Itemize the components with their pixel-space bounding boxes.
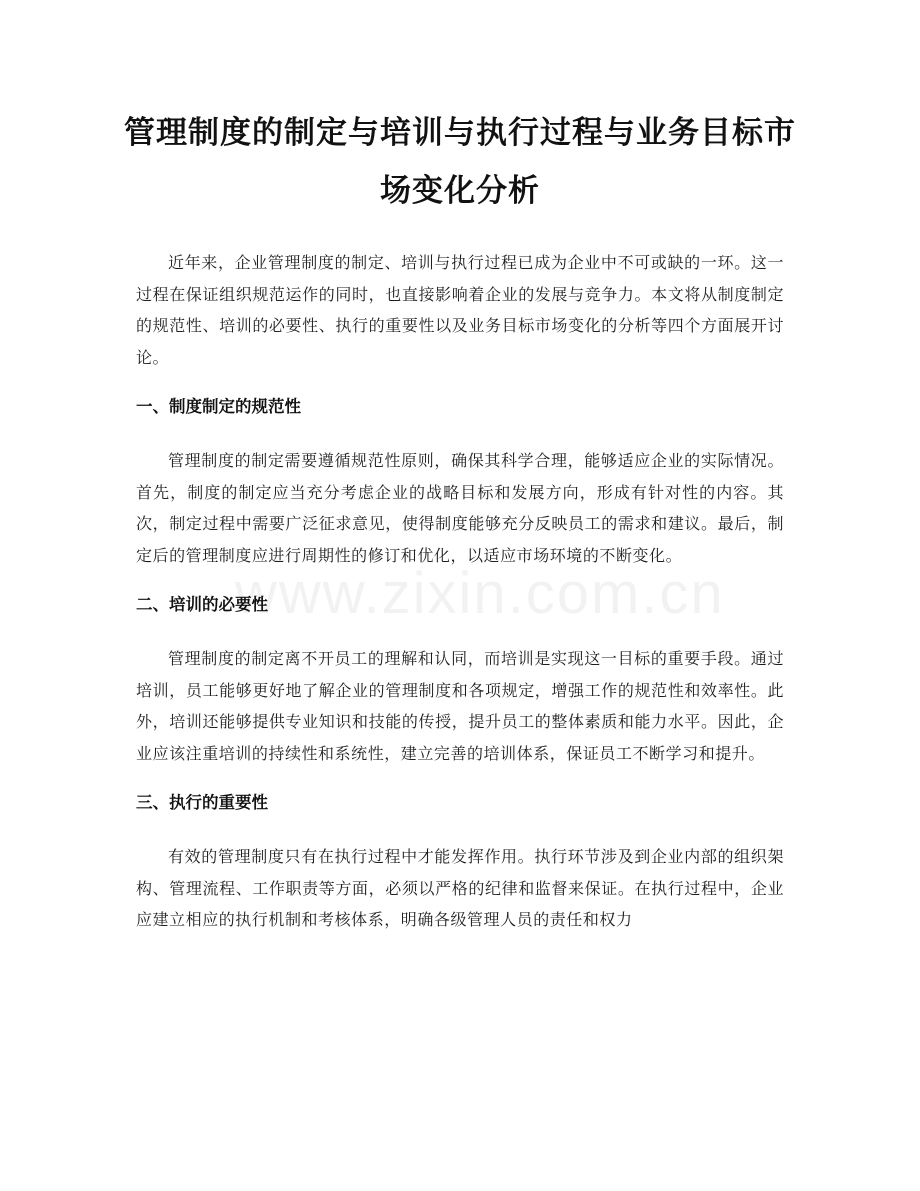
section-paragraph-3: 有效的管理制度只有在执行过程中才能发挥作用。执行环节涉及到企业内部的组织架构、管理流程、工作职责等方面，必须以严格的纪律和监督来保证。在执行过程中，企业应建立相应的执行机制和考核体系，明确各级管理人员的责任和权力	[136, 847, 784, 929]
section-heading-1: 一、制度制定的规范性	[136, 397, 301, 416]
document-title: 管理制度的制定与培训与执行过程与业务目标市场变化分析	[124, 115, 796, 209]
document-body	[136, 247, 784, 956]
intro-paragraph: 近年来，企业管理制度的制定、培训与执行过程已成为企业中不可或缺的一环。这一过程在保证组织规范运作的同时，也直接影响着企业的发展与竞争力。本文将从制度制定的规范性、培训的必要性、执行的重要性以及业务目标市场变化的分析等四个方面展开讨论。	[136, 253, 784, 367]
section-heading-2: 二、培训的必要性	[136, 595, 268, 614]
section-heading-3: 三、执行的重要性	[136, 793, 268, 812]
section-paragraph-2: 管理制度的制定离不开员工的理解和认同，而培训是实现这一目标的重要手段。通过培训，员工能够更好地了解企业的管理制度和各项规定，增强工作的规范性和效率性。此外，培训还能够提供专业知识和技能的传授，提升员工的整体素质和能力水平。因此，企业应该注重培训的持续性和系统性，建立完善的培训体系，保证员工不断学习和提升。	[136, 649, 784, 763]
watermark: www.zixin.com.cn	[235, 561, 725, 626]
section-paragraph-1: 管理制度的制定需要遵循规范性原则，确保其科学合理，能够适应企业的实际情况。首先，制度的制定应当充分考虑企业的战略目标和发展方向，形成有针对性的内容。其次，制定过程中需要广泛征求意见，使得制度能够充分反映员工的需求和建议。最后，制定后的管理制度应进行周期性的修订和优化，以适应市场环境的不断变化。	[136, 451, 784, 565]
